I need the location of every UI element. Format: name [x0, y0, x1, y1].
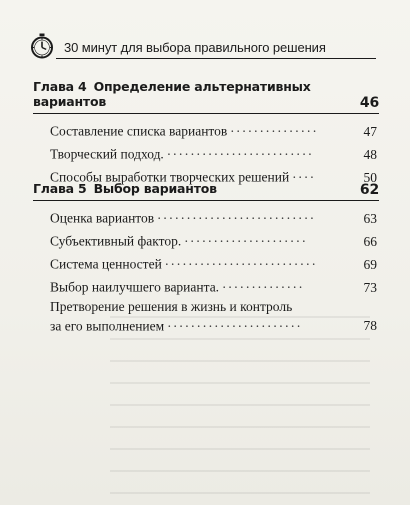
chapter-rule	[33, 200, 379, 201]
entry-page: 50	[363, 169, 377, 185]
entry-page: 73	[363, 279, 377, 295]
entry-text: Творческий подход.	[50, 146, 164, 162]
leader-dots: ...............	[230, 120, 319, 135]
entry-text: Оценка вариантов	[50, 210, 155, 226]
entry-text: Составление списка вариантов	[50, 123, 228, 139]
leader-dots: ..........................	[165, 253, 318, 268]
chapter-5	[33, 181, 383, 338]
header-rule	[56, 58, 376, 59]
entry-text: Выбор наилучшего варианта.	[50, 279, 220, 295]
toc-entry[interactable]	[50, 276, 377, 295]
toc-entry[interactable]	[50, 143, 377, 162]
chapter-title-line-2: вариантов	[33, 94, 107, 109]
chapter-title	[33, 181, 383, 196]
entry-page: 63	[363, 210, 377, 226]
chapter-page: 62	[359, 182, 379, 198]
leader-dots: .........................	[167, 143, 315, 158]
clock-icon	[30, 33, 54, 59]
entry-page: 47	[363, 123, 377, 139]
toc-entry[interactable]	[50, 253, 377, 272]
chapter-page: 46	[359, 95, 379, 111]
chapter-4	[33, 79, 383, 189]
chapter-label: Глава 4	[33, 79, 87, 94]
page-header	[30, 33, 380, 61]
entry-text: Система ценностей	[50, 256, 162, 272]
entry-page: 69	[363, 256, 377, 272]
toc-entry[interactable]	[50, 299, 377, 334]
entry-page: 66	[363, 233, 377, 249]
toc-entry[interactable]	[50, 120, 377, 139]
entry-text: Субъективный фактор.	[50, 233, 182, 249]
entry-page: 78	[363, 318, 377, 333]
leader-dots: .......................	[167, 314, 303, 330]
leader-dots: ...........................	[157, 207, 317, 222]
chapter-rule	[33, 113, 379, 114]
entry-page: 48	[363, 146, 377, 162]
entry-text-line-1: Претворение решения в жизнь и контроль	[50, 299, 293, 314]
chapter-title-line-1: Определение альтернативных	[93, 79, 311, 94]
running-title: 30 минут для выбора правильного решения	[64, 40, 326, 55]
toc-entry[interactable]	[50, 207, 377, 226]
leader-dots: .....................	[184, 230, 308, 245]
leader-dots: ....	[292, 166, 317, 181]
entry-text-line-2: за его выполнением	[50, 318, 165, 333]
entry-text: Способы выработки творческих решений	[50, 169, 290, 185]
chapter-label: Глава 5	[33, 181, 87, 196]
chapter-title-line-1: Выбор вариантов	[93, 181, 217, 196]
toc-entry[interactable]	[50, 230, 377, 249]
chapter-title	[33, 79, 383, 109]
leader-dots: ..............	[222, 276, 305, 291]
